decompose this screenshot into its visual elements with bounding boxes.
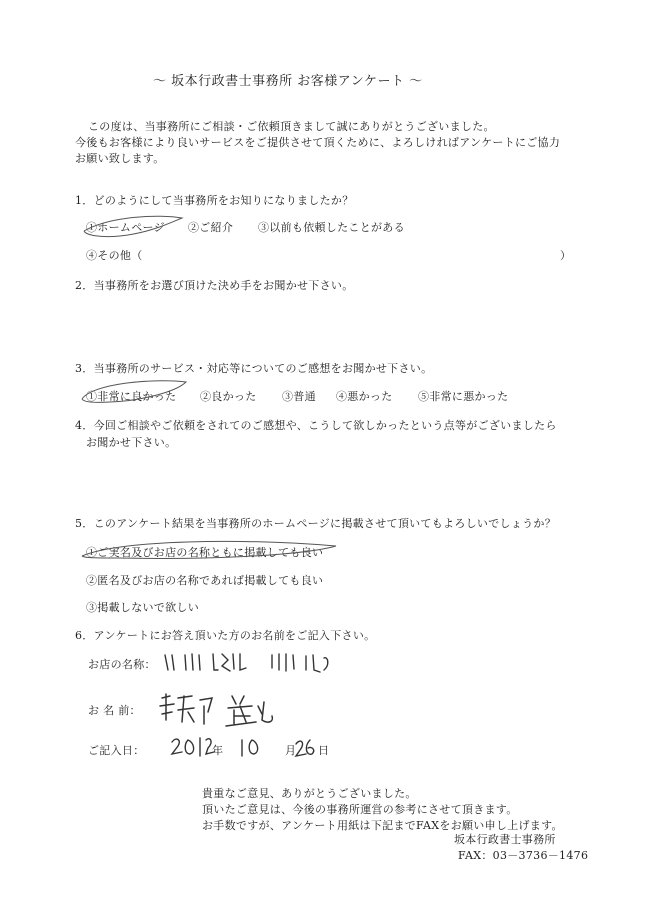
- name-handwriting-icon: [160, 694, 272, 726]
- q5-option-real-name: ①ご実名及びお店の名称ともに掲載しても良い: [86, 546, 324, 559]
- intro-line-3: お願い致します。: [75, 152, 165, 165]
- q5-option-no-publish: ③掲載しないで欲しい: [86, 601, 199, 614]
- date-label: ご記入日：: [88, 744, 145, 757]
- q3-option-very-bad: ⑤非常に悪かった: [418, 390, 509, 403]
- footer-reference: 頂いたご意見は、今後の事務所運営の参考にさせて頂きます。: [202, 803, 518, 816]
- date-day-suffix: 日: [318, 744, 330, 757]
- q1-circle-icon: [84, 216, 182, 236]
- q4-question-line-2: お聞かせ下さい。: [86, 436, 177, 449]
- q6-question: 6．アンケートにお答え頂いた方のお名前をご記入下さい。: [75, 629, 376, 642]
- q3-option-bad: ④悪かった: [336, 390, 393, 403]
- footer-thanks: 貴重なご意見、ありがとうございました。: [202, 787, 417, 800]
- footer-fax-number: FAX：03－3736－1476: [458, 849, 589, 862]
- q1-question: 1．どのようにして当事務所をお知りになりましたか？: [75, 194, 354, 207]
- q1-option-other-close: ）: [560, 249, 572, 262]
- date-year-suffix: 年: [212, 744, 224, 757]
- name-label: お 名 前：: [88, 704, 141, 717]
- page-title: 〜 坂本行政書士事務所 お客様アンケート 〜: [153, 74, 423, 89]
- q2-question: 2．当事務所をお選び頂けた決め手をお聞かせ下さい。: [75, 279, 354, 292]
- q5-option-anonymous: ②匿名及びお店の名称であれば掲載しても良い: [86, 574, 324, 587]
- footer-office-name: 坂本行政書士事務所: [454, 833, 556, 846]
- q1-option-previous: ③以前も依頼したことがある: [258, 221, 405, 234]
- q3-option-good: ②良かった: [200, 390, 257, 403]
- date-handwriting-icon: [172, 738, 314, 756]
- q4-question-line-1: 4．今回ご相談やご依頼をされてのご感想や、こうして欲しかったという点等がございましたら: [75, 419, 557, 432]
- q1-option-homepage: ①ホームページ: [86, 221, 165, 234]
- date-month-suffix: 月: [285, 744, 297, 757]
- shop-name-handwriting-icon: [165, 654, 328, 672]
- q3-option-very-good: ①非常に良かった: [86, 390, 177, 403]
- q1-option-referral: ②ご紹介: [188, 221, 234, 234]
- shop-name-label: お店の名称：: [88, 658, 156, 671]
- footer-fax-request: お手数ですが、アンケート用紙は下記までFAXをお願い申し上げます。: [202, 819, 563, 832]
- q5-circle-icon: [82, 541, 336, 558]
- q5-question: 5．このアンケート結果を当事務所のホームページに掲載させて頂いてもよろしいでしょうか？: [75, 517, 557, 530]
- q3-circle-icon: [82, 381, 186, 403]
- q3-question: 3．当事務所のサービス・対応等についてのご感想をお聞かせ下さい。: [75, 362, 433, 375]
- intro-line-2: 今後もお客様により良いサービスをご提供させて頂くために、よろしければアンケートにご協力: [75, 136, 561, 149]
- intro-line-1: この度は、当事務所にご相談・ご依頼頂きまして誠にありがとうございました。: [88, 120, 495, 133]
- q3-option-normal: ③普通: [282, 390, 316, 403]
- q1-option-other: ④その他（: [86, 249, 143, 262]
